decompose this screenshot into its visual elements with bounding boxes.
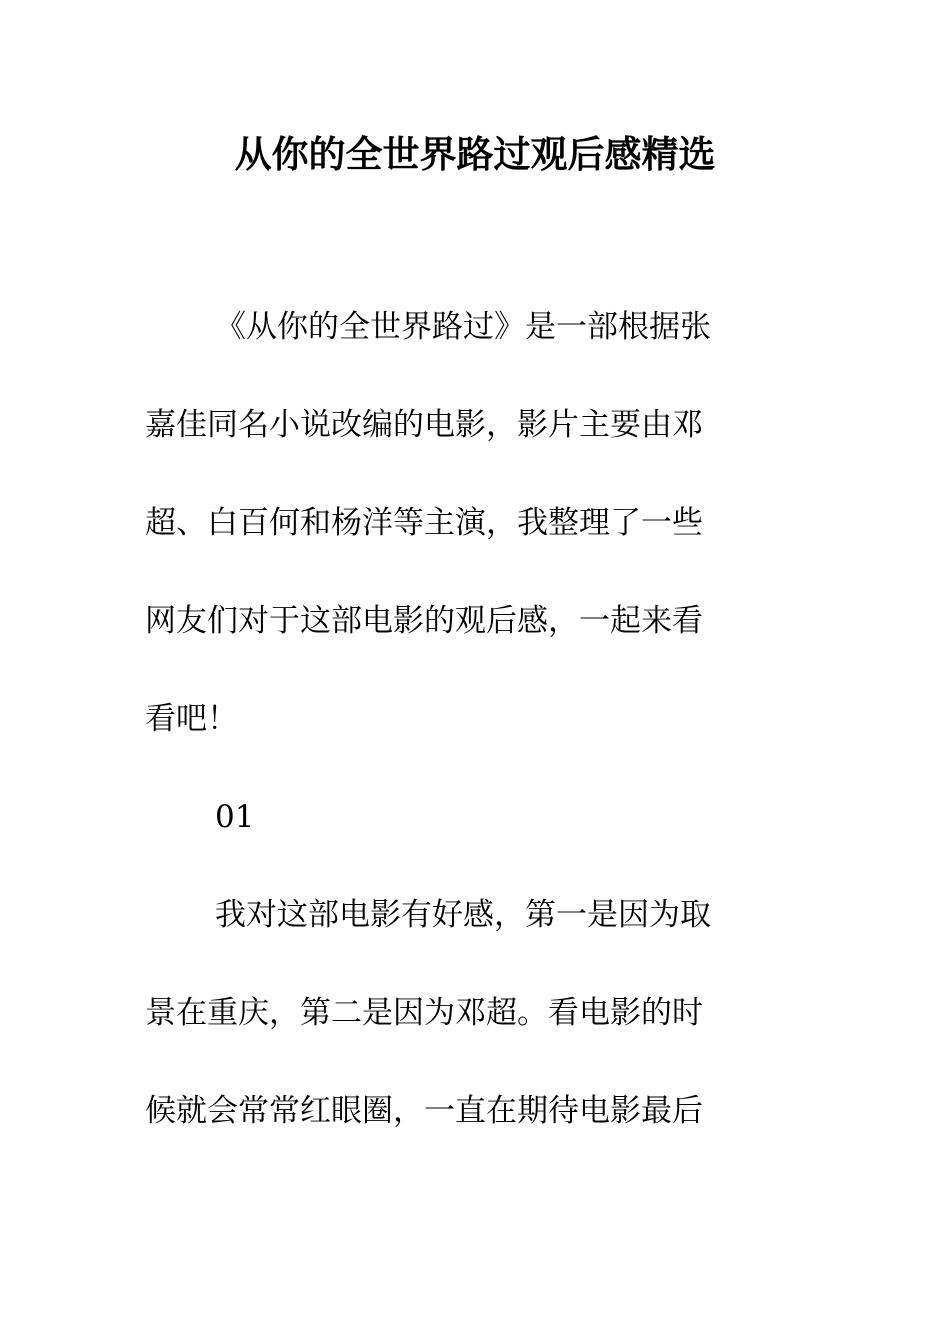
paragraph-line: 网友们对于这部电影的观后感，一起来看 xyxy=(145,603,703,639)
document-title: 从你的全世界路过观后感精选 xyxy=(234,132,716,176)
paragraph-line: 我对这部电影有好感，第一是因为取 xyxy=(215,897,711,933)
document-body xyxy=(145,278,785,1160)
paragraph-line: 候就会常常红眼圈，一直在期待电影最后 xyxy=(145,1093,703,1129)
section-number xyxy=(145,768,785,866)
paragraph-line: 看吧！ xyxy=(145,701,238,737)
paragraph-review-1 xyxy=(145,866,785,1160)
paragraph-line: 嘉佳同名小说改编的电影，影片主要由邓 xyxy=(145,407,703,443)
paragraph-line: 《从你的全世界路过》是一部根据张 xyxy=(215,309,711,345)
paragraph-line: 超、白百何和杨洋等主演，我整理了一些 xyxy=(145,505,703,541)
paragraph-intro xyxy=(145,278,785,768)
section-number-text: 01 xyxy=(215,799,255,835)
paragraph-line: 景在重庆，第二是因为邓超。看电影的时 xyxy=(145,995,703,1031)
